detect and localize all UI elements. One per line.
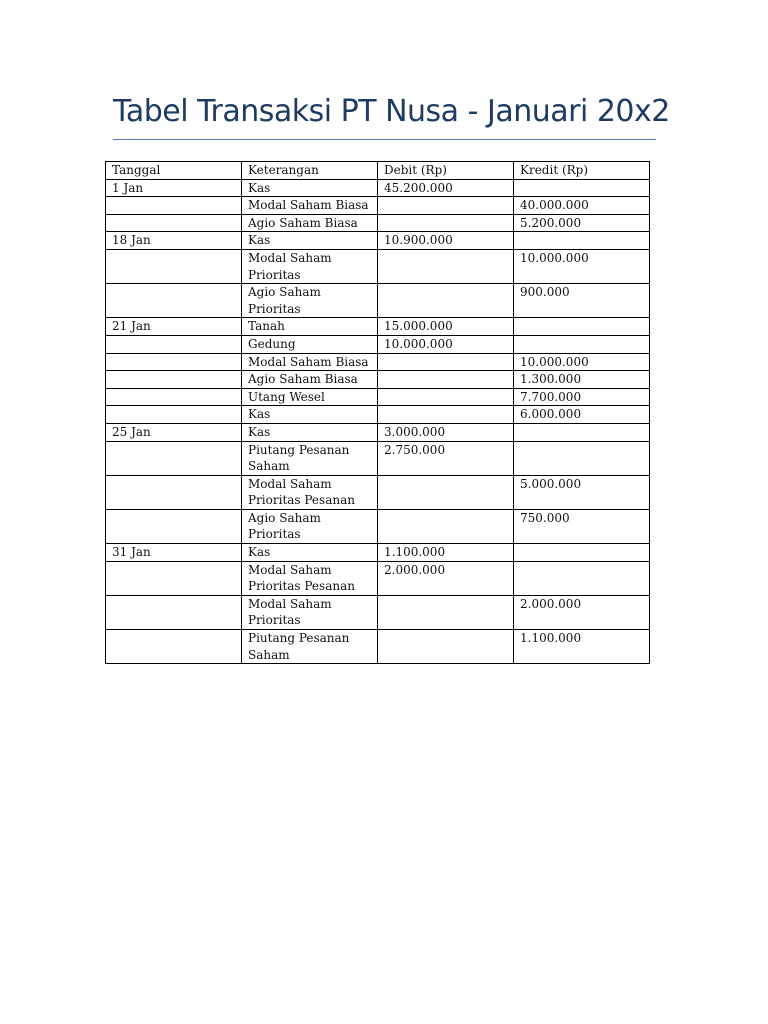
cell-date [106, 475, 242, 509]
cell-date [106, 561, 242, 595]
table-row [106, 509, 650, 543]
cell-debit: 2.750.000 [378, 441, 514, 475]
cell-credit: 900.000 [514, 284, 650, 318]
cell-credit [514, 423, 650, 441]
cell-description: Gedung [242, 335, 378, 353]
cell-credit: 750.000 [514, 509, 650, 543]
cell-credit [514, 318, 650, 336]
cell-debit: 10.000.000 [378, 335, 514, 353]
table-row [106, 544, 650, 562]
table-body [106, 179, 650, 664]
cell-debit [378, 214, 514, 232]
cell-date [106, 441, 242, 475]
cell-description: Agio Saham Biasa [242, 214, 378, 232]
cell-credit: 1.100.000 [514, 630, 650, 664]
cell-credit: 6.000.000 [514, 406, 650, 424]
cell-description: Modal Saham Prioritas Pesanan [242, 561, 378, 595]
cell-debit [378, 388, 514, 406]
cell-date [106, 284, 242, 318]
cell-debit [378, 284, 514, 318]
cell-date [106, 406, 242, 424]
cell-description: Modal Saham Prioritas [242, 595, 378, 629]
cell-credit: 40.000.000 [514, 197, 650, 215]
cell-credit: 10.000.000 [514, 249, 650, 283]
cell-debit [378, 371, 514, 389]
cell-credit: 1.300.000 [514, 371, 650, 389]
cell-date [106, 335, 242, 353]
cell-debit [378, 353, 514, 371]
cell-debit: 10.900.000 [378, 232, 514, 250]
cell-description: Kas [242, 406, 378, 424]
page-title: Tabel Transaksi PT Nusa - Januari 20x2 [113, 94, 670, 129]
cell-debit: 45.200.000 [378, 179, 514, 197]
cell-date: 1 Jan [106, 179, 242, 197]
cell-description: Kas [242, 544, 378, 562]
cell-date [106, 214, 242, 232]
table-row [106, 561, 650, 595]
cell-date [106, 371, 242, 389]
table-row [106, 595, 650, 629]
cell-description: Tanah [242, 318, 378, 336]
cell-date [106, 197, 242, 215]
cell-date [106, 388, 242, 406]
column-header-description: Keterangan [242, 162, 378, 180]
column-header-date: Tanggal [106, 162, 242, 180]
cell-description: Agio Saham Biasa [242, 371, 378, 389]
cell-description: Piutang Pesanan Saham [242, 441, 378, 475]
title-divider [113, 139, 656, 140]
cell-credit [514, 441, 650, 475]
cell-description: Agio Saham Prioritas [242, 284, 378, 318]
cell-debit: 15.000.000 [378, 318, 514, 336]
cell-date [106, 595, 242, 629]
cell-description: Kas [242, 232, 378, 250]
cell-credit: 10.000.000 [514, 353, 650, 371]
table-row [106, 232, 650, 250]
table-row [106, 441, 650, 475]
cell-date: 21 Jan [106, 318, 242, 336]
table-row [106, 475, 650, 509]
cell-credit [514, 561, 650, 595]
cell-description: Modal Saham Prioritas Pesanan [242, 475, 378, 509]
cell-debit: 1.100.000 [378, 544, 514, 562]
cell-description: Kas [242, 423, 378, 441]
cell-debit [378, 475, 514, 509]
cell-debit [378, 509, 514, 543]
cell-debit [378, 595, 514, 629]
cell-credit [514, 335, 650, 353]
cell-debit [378, 249, 514, 283]
cell-date: 31 Jan [106, 544, 242, 562]
cell-credit [514, 232, 650, 250]
cell-credit: 5.000.000 [514, 475, 650, 509]
table-row [106, 388, 650, 406]
cell-debit: 2.000.000 [378, 561, 514, 595]
table-row [106, 335, 650, 353]
cell-date [106, 249, 242, 283]
cell-debit [378, 630, 514, 664]
table-row [106, 214, 650, 232]
cell-date [106, 630, 242, 664]
table-row [106, 406, 650, 424]
cell-debit [378, 197, 514, 215]
cell-credit: 5.200.000 [514, 214, 650, 232]
cell-description: Modal Saham Biasa [242, 197, 378, 215]
column-header-debit: Debit (Rp) [378, 162, 514, 180]
cell-credit: 2.000.000 [514, 595, 650, 629]
cell-debit: 3.000.000 [378, 423, 514, 441]
transaction-table [105, 161, 650, 664]
table-row [106, 249, 650, 283]
cell-description: Piutang Pesanan Saham [242, 630, 378, 664]
table-header-row [106, 162, 650, 180]
cell-description: Agio Saham Prioritas [242, 509, 378, 543]
column-header-credit: Kredit (Rp) [514, 162, 650, 180]
cell-description: Modal Saham Prioritas [242, 249, 378, 283]
table-row [106, 630, 650, 664]
cell-credit [514, 544, 650, 562]
table-row [106, 371, 650, 389]
cell-date: 18 Jan [106, 232, 242, 250]
cell-credit [514, 179, 650, 197]
table-row [106, 318, 650, 336]
table-row [106, 197, 650, 215]
cell-description: Kas [242, 179, 378, 197]
cell-description: Modal Saham Biasa [242, 353, 378, 371]
cell-date [106, 353, 242, 371]
table-row [106, 179, 650, 197]
cell-date [106, 509, 242, 543]
cell-description: Utang Wesel [242, 388, 378, 406]
table-row [106, 284, 650, 318]
cell-credit: 7.700.000 [514, 388, 650, 406]
table-row [106, 423, 650, 441]
cell-date: 25 Jan [106, 423, 242, 441]
table-row [106, 353, 650, 371]
cell-debit [378, 406, 514, 424]
